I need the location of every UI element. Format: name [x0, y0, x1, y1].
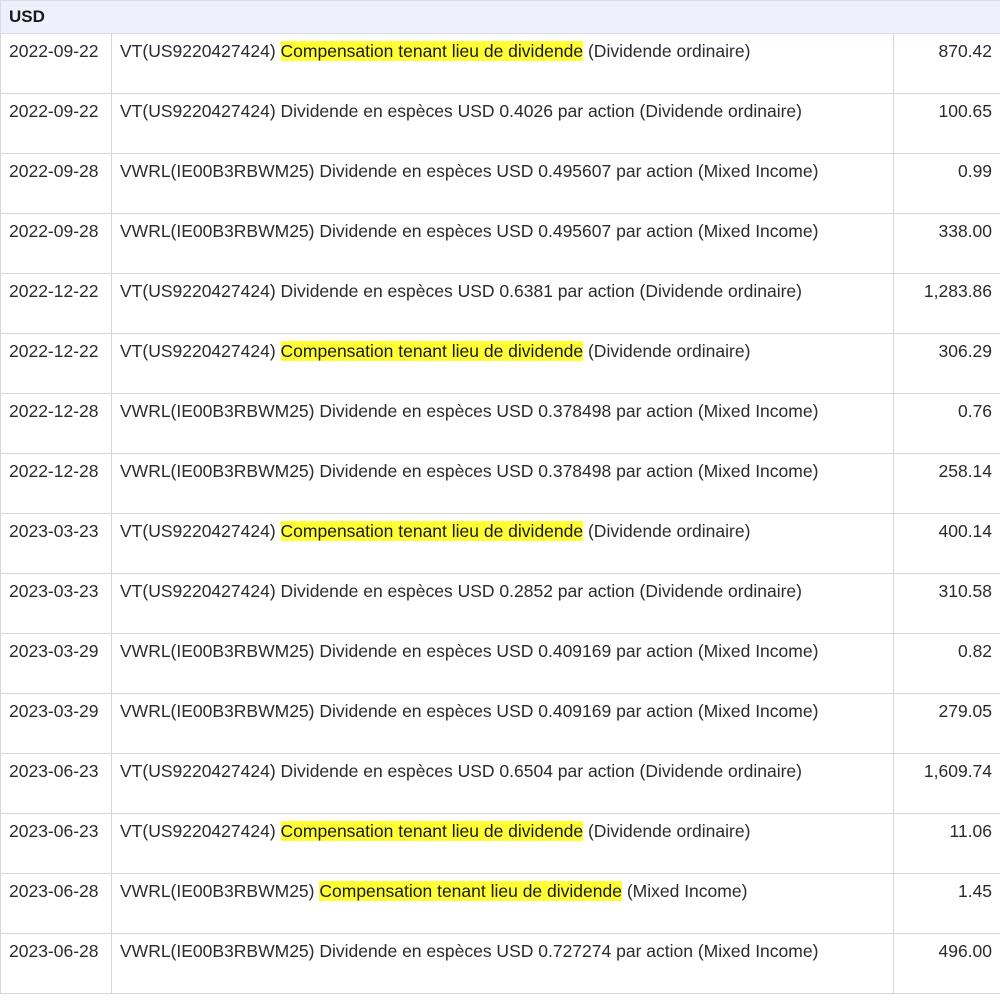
- row-type: (Mixed Income): [697, 701, 819, 721]
- row-amount: 1.45: [894, 874, 1000, 934]
- row-type: (Mixed Income): [697, 941, 819, 961]
- row-description: [112, 634, 894, 694]
- row-type: (Mixed Income): [697, 401, 819, 421]
- row-text: Dividende en espèces USD 0.409169 par action: [319, 641, 693, 661]
- row-date: 2023-06-28: [1, 874, 112, 934]
- table-row: [1, 934, 1000, 994]
- dividend-table-body: [1, 1, 1000, 994]
- row-text: Dividende en espèces USD 0.378498 par action: [319, 401, 693, 421]
- row-type: (Dividende ordinaire): [639, 101, 802, 121]
- row-description: [112, 574, 894, 634]
- row-description: [112, 34, 894, 94]
- row-amount: 279.05: [894, 694, 1000, 754]
- row-highlighted-text: Compensation tenant lieu de dividende: [280, 821, 584, 841]
- row-date: 2023-06-23: [1, 754, 112, 814]
- row-security: VT(US9220427424): [120, 581, 276, 601]
- row-amount: 11.06: [894, 814, 1000, 874]
- row-security: VWRL(IE00B3RBWM25): [120, 221, 315, 241]
- row-date: 2023-03-29: [1, 694, 112, 754]
- row-date: 2023-03-29: [1, 634, 112, 694]
- row-security: VT(US9220427424): [120, 761, 276, 781]
- row-amount: 338.00: [894, 214, 1000, 274]
- row-amount: 496.00: [894, 934, 1000, 994]
- table-row: [1, 274, 1000, 334]
- table-row: [1, 94, 1000, 154]
- row-type: (Dividende ordinaire): [639, 281, 802, 301]
- row-amount: 100.65: [894, 94, 1000, 154]
- row-amount: 1,283.86: [894, 274, 1000, 334]
- row-type: (Dividende ordinaire): [587, 521, 751, 541]
- row-security: VT(US9220427424): [120, 41, 276, 61]
- table-row: [1, 34, 1000, 94]
- row-type: (Dividende ordinaire): [587, 41, 751, 61]
- row-amount: 310.58: [894, 574, 1000, 634]
- row-date: 2022-09-28: [1, 154, 112, 214]
- row-type: (Dividende ordinaire): [639, 761, 802, 781]
- row-date: 2023-06-28: [1, 934, 112, 994]
- table-row: [1, 694, 1000, 754]
- row-type: (Mixed Income): [626, 881, 748, 901]
- row-text: Dividende en espèces USD 0.6381 par action: [280, 281, 635, 301]
- row-security: VT(US9220427424): [120, 521, 276, 541]
- row-security: VT(US9220427424): [120, 821, 276, 841]
- currency-header-row: [1, 1, 1000, 34]
- row-date: 2023-06-23: [1, 814, 112, 874]
- table-row: [1, 814, 1000, 874]
- table-row: [1, 574, 1000, 634]
- row-amount: 0.99: [894, 154, 1000, 214]
- row-description: [112, 94, 894, 154]
- row-amount: 306.29: [894, 334, 1000, 394]
- table-row: [1, 154, 1000, 214]
- table-row: [1, 754, 1000, 814]
- row-text: Dividende en espèces USD 0.495607 par action: [319, 221, 693, 241]
- row-security: VWRL(IE00B3RBWM25): [120, 941, 315, 961]
- row-description: [112, 274, 894, 334]
- row-text: Dividende en espèces USD 0.4026 par action: [280, 101, 635, 121]
- row-amount: 0.76: [894, 394, 1000, 454]
- row-security: VT(US9220427424): [120, 281, 276, 301]
- table-row: [1, 514, 1000, 574]
- row-type: (Mixed Income): [697, 221, 819, 241]
- row-description: [112, 334, 894, 394]
- row-description: [112, 514, 894, 574]
- row-type: (Dividende ordinaire): [639, 581, 802, 601]
- row-text: Dividende en espèces USD 0.409169 par action: [319, 701, 693, 721]
- row-date: 2022-09-28: [1, 214, 112, 274]
- currency-label: USD: [1, 1, 1000, 34]
- row-type: (Dividende ordinaire): [587, 341, 751, 361]
- row-description: [112, 394, 894, 454]
- row-description: [112, 874, 894, 934]
- row-security: VWRL(IE00B3RBWM25): [120, 161, 315, 181]
- table-row: [1, 334, 1000, 394]
- row-highlighted-text: Compensation tenant lieu de dividende: [319, 881, 622, 901]
- row-security: VWRL(IE00B3RBWM25): [120, 881, 315, 901]
- row-text: Dividende en espèces USD 0.495607 par action: [319, 161, 693, 181]
- row-text: Dividende en espèces USD 0.6504 par action: [280, 761, 635, 781]
- row-text: Dividende en espèces USD 0.378498 par action: [319, 461, 693, 481]
- row-highlighted-text: Compensation tenant lieu de dividende: [280, 41, 584, 61]
- row-amount: 258.14: [894, 454, 1000, 514]
- row-security: VWRL(IE00B3RBWM25): [120, 401, 315, 421]
- row-amount: 0.82: [894, 634, 1000, 694]
- row-amount: 870.42: [894, 34, 1000, 94]
- row-description: [112, 814, 894, 874]
- row-date: 2022-09-22: [1, 34, 112, 94]
- row-security: VWRL(IE00B3RBWM25): [120, 701, 315, 721]
- row-type: (Mixed Income): [697, 161, 819, 181]
- row-description: [112, 754, 894, 814]
- table-row: [1, 454, 1000, 514]
- row-text: Dividende en espèces USD 0.2852 par action: [280, 581, 635, 601]
- row-security: VT(US9220427424): [120, 101, 276, 121]
- table-row: [1, 874, 1000, 934]
- row-date: 2022-12-22: [1, 274, 112, 334]
- row-description: [112, 694, 894, 754]
- row-type: (Mixed Income): [697, 641, 819, 661]
- row-security: VT(US9220427424): [120, 341, 276, 361]
- row-date: 2023-03-23: [1, 514, 112, 574]
- row-security: VWRL(IE00B3RBWM25): [120, 461, 315, 481]
- row-description: [112, 454, 894, 514]
- row-date: 2022-12-28: [1, 394, 112, 454]
- row-text: Dividende en espèces USD 0.727274 par action: [319, 941, 693, 961]
- table-row: [1, 634, 1000, 694]
- table-row: [1, 394, 1000, 454]
- row-date: 2022-12-22: [1, 334, 112, 394]
- row-highlighted-text: Compensation tenant lieu de dividende: [280, 341, 584, 361]
- row-description: [112, 934, 894, 994]
- row-amount: 400.14: [894, 514, 1000, 574]
- row-type: (Dividende ordinaire): [587, 821, 751, 841]
- row-amount: 1,609.74: [894, 754, 1000, 814]
- table-row: [1, 214, 1000, 274]
- row-date: 2022-09-22: [1, 94, 112, 154]
- row-highlighted-text: Compensation tenant lieu de dividende: [280, 521, 584, 541]
- row-type: (Mixed Income): [697, 461, 819, 481]
- row-security: VWRL(IE00B3RBWM25): [120, 641, 315, 661]
- row-date: 2022-12-28: [1, 454, 112, 514]
- row-date: 2023-03-23: [1, 574, 112, 634]
- row-description: [112, 214, 894, 274]
- row-description: [112, 154, 894, 214]
